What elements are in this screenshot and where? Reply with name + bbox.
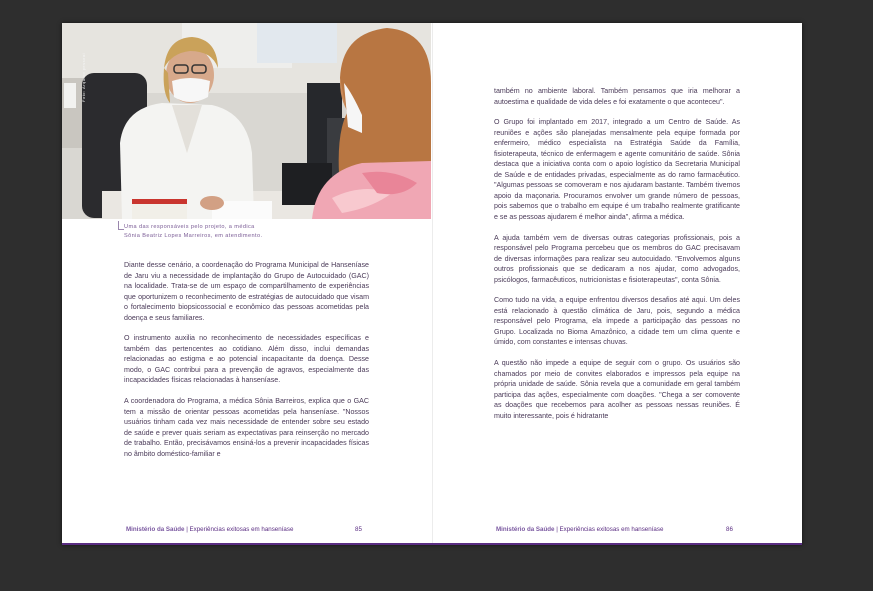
right-page-footer bbox=[496, 526, 663, 533]
caption-line-1: Uma das responsáveis pelo projeto, a médica bbox=[124, 224, 255, 230]
footer-brand: Ministério da Saúde bbox=[496, 526, 555, 533]
footer-title: | Experiências exitosas em hanseníase bbox=[556, 526, 664, 533]
photo-doctor-consultation bbox=[62, 23, 431, 219]
page-spine bbox=[432, 23, 433, 545]
photo-caption bbox=[124, 223, 364, 240]
paragraph: O instrumento auxilia no reconhecimento de necessidades específicas e também das pertencentes ao cotidiano. Além disso, inclui demandas relacionadas ao estigma e ao potencial incapacitante da doença. Desse modo, o GAC contribui para a prevenção de agravos, especialmente das incapacidades físicas relacionadas à hanseníase. bbox=[124, 334, 369, 385]
photo-illustration bbox=[62, 23, 431, 219]
paragraph: também no ambiente laboral. Também pensamos que iria melhorar a autoestima e qualidade de vida deles e foi exatamente o que aconteceu". bbox=[494, 87, 740, 106]
paragraph: A coordenadora do Programa, a médica Sônia Barreiros, explica que o GAC tem a missão de orientar pessoas acometidas pela hanseníase. "Nossos usuários tinham cada vez mais necessidade de entender sobre seu estado de saúde e prever quais seriam as expectativas para reinserção no mercado de trabalho. Então, precisávamos ensiná-los a prevenir incapacidades físicas no âmbito doméstico-familiar e bbox=[124, 397, 369, 458]
bottom-accent-bar bbox=[62, 543, 802, 545]
caption-line-2: Sônia Beatriz Lopes Marreiros, em atendimento. bbox=[124, 232, 263, 239]
footer-brand: Ministério da Saúde bbox=[126, 526, 185, 533]
right-page-body bbox=[494, 86, 740, 431]
paragraph: Como tudo na vida, a equipe enfrentou diversos desafios até aqui. Um deles está relacionado à questão climática de Jaru, pois, segundo a médica responsável pelo Programa, ela impede a participação das pessoas no Grupo. Localizada no Bioma Amazônico, a cidade tem um clima quente e úmido, com constantes e intensas chuvas. bbox=[494, 296, 740, 347]
left-page-footer bbox=[126, 526, 293, 533]
left-page-body bbox=[124, 260, 369, 469]
paragraph: O Grupo foi implantado em 2017, integrado a um Centro de Saúde. As reuniões e ações são planejadas mensalmente pela equipe formada por enfermeiro, médico especialista na Estratégia Saúde da Família, fisioterapeuta, técnico de enfermagem e agente comunitário de saúde. Sônia destaca que a iniciativa conta com o apoio logístico da Secretaria Municipal de Saúde e de entidades privadas, especialmente as do ramo farmacêutico. "Algumas pessoas se comoveram e nos ajudaram bastante. Também tivemos apoio da maçonaria. Procuramos envolver um grande número de pessoas, pois sabemos que o trabalho em equipe é um trabalho realmente gratificante e se as pessoas ajudarem é melhor ainda", afirma a médica. bbox=[494, 118, 740, 222]
paragraph: A ajuda também vem de diversas outras categorias profissionais, pois a responsável pelo Programa percebeu que os membros do GAC precisavam de diversas informações para realizar seu autocuidado. "Envolvemos alguns outros profissionais que se dedicaram a nos ajudar, como advogados, psicólogos, farmacêuticos, nutricionistas e fisioterapeutas", conta Sônia. bbox=[494, 233, 740, 284]
photo-credit: Foto: Arquivo pessoal bbox=[81, 53, 86, 102]
page-number-right: 86 bbox=[726, 526, 733, 533]
paragraph: A questão não impede a equipe de seguir com o grupo. Os usuários são chamados por meio de convites elaborados e impressos pela equipe na própria unidade de saúde. Sônia revela que a comunidade em geral também participa das ações, especialmente com doações. "Chega a ser comovente as doações que recebemos para acolher as pessoas nessas reuniões. É muito interessante, pois é hidratante bbox=[494, 359, 740, 420]
page-number-left: 85 bbox=[355, 526, 362, 533]
paragraph: Diante desse cenário, a coordenação do Programa Municipal de Hanseníase de Jaru viu a necessidade de implantação do Grupo de Autocuidado (GAC) na localidade. Trata-se de um espaço de compartilhamento de experiências que oportunizem o reconhecimento de estratégias de autocuidado que visam o fortalecimento biopsicossocial e econômico das pessoas acometidas pela doença e seus familiares. bbox=[124, 261, 369, 322]
book-spread bbox=[62, 23, 802, 545]
footer-title: | Experiências exitosas em hanseníase bbox=[186, 526, 294, 533]
